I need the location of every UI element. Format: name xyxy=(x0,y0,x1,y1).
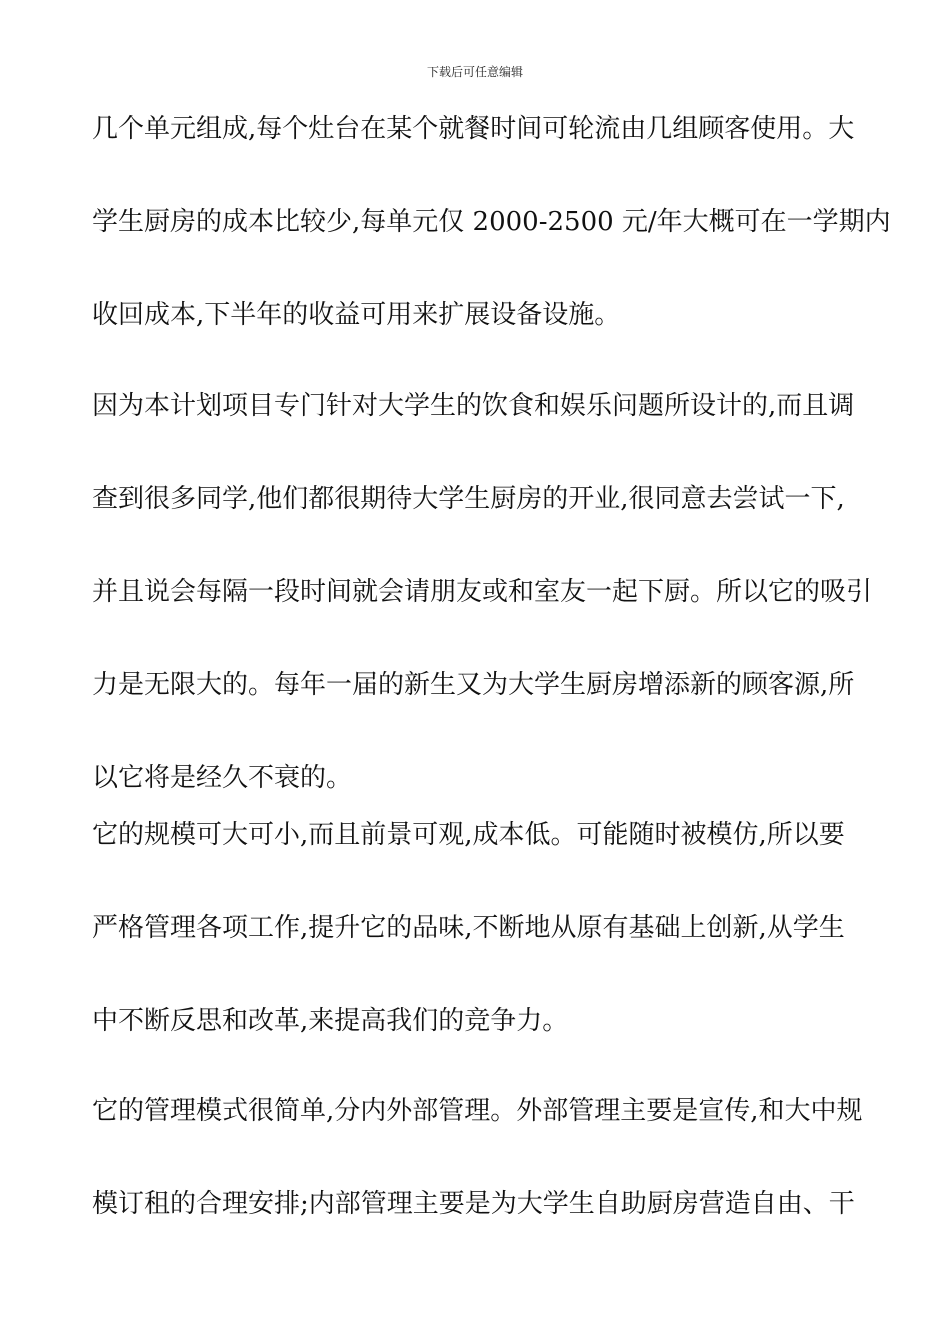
paragraph xyxy=(92,114,891,330)
text-line: 几个单元组成,每个灶台在某个就餐时间可轮流由几组顾客使用。大 xyxy=(92,114,855,144)
text-line: 并且说会每隔一段时间就会请朋友或和室友一起下厨。所以它的吸引 xyxy=(92,577,873,607)
text-line: 力是无限大的。每年一届的新生又为大学生厨房增添新的顾客源,所 xyxy=(92,670,855,700)
paragraph xyxy=(92,391,873,793)
text-line: 学生厨房的成本比较少,每单元仅 2000-2500 元/年大概可在一学期内 xyxy=(92,207,891,237)
text-line: 查到很多同学,他们都很期待大学生厨房的开业,很同意去尝试一下, xyxy=(92,484,845,514)
text-line: 它的管理模式很简单,分内外部管理。外部管理主要是宣传,和大中规 xyxy=(92,1096,863,1126)
text-line: 因为本计划项目专门针对大学生的饮食和娱乐问题所设计的,而且调 xyxy=(92,391,855,421)
page-header: 下载后可任意编辑 xyxy=(426,65,523,79)
paragraph xyxy=(92,820,862,1036)
text-line: 中不断反思和改革,来提高我们的竞争力。 xyxy=(92,1006,569,1036)
text-line: 严格管理各项工作,提升它的品味,不断地从原有基础上创新,从学生 xyxy=(92,913,845,943)
text-line: 它的规模可大可小,而且前景可观,成本低。可能随时被模仿,所以要 xyxy=(92,820,845,850)
text-line: 以它将是经久不衰的。 xyxy=(92,763,353,793)
paragraph xyxy=(92,1096,862,1219)
text-line: 收回成本,下半年的收益可用来扩展设备设施。 xyxy=(92,300,621,330)
text-line: 模订租的合理安排;内部管理主要是为大学生自助厨房营造自由、干 xyxy=(92,1189,855,1219)
